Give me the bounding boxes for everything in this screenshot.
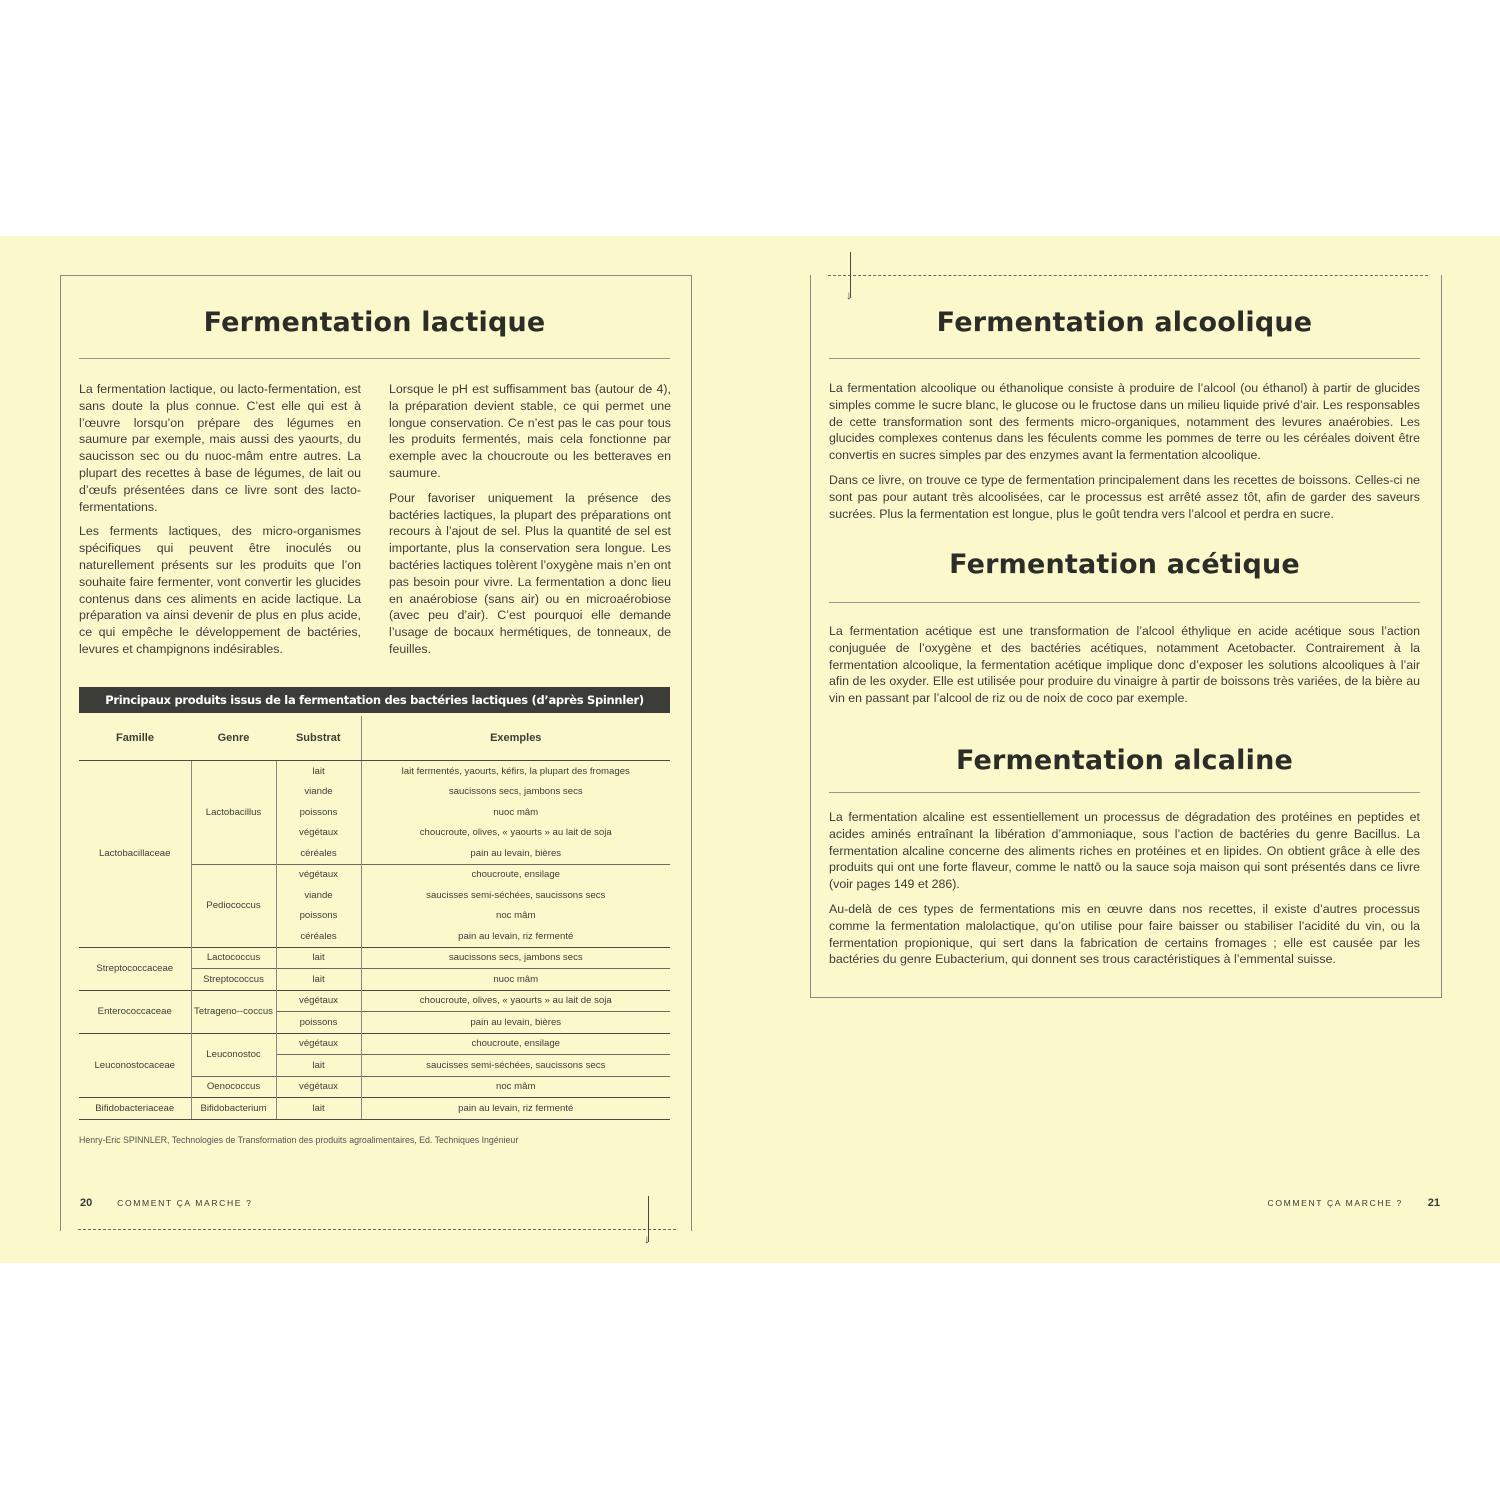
exemples-cell: pain au levain, riz fermenté [361,926,670,947]
exemples-cell: noc mâm [361,906,670,927]
table-header-row [79,716,670,761]
title-rule [79,358,670,359]
family-cell: Lactobacillaceae [99,848,171,860]
section-title: Fermentation alcaline [955,745,1294,776]
column-header: Substrat [276,716,361,761]
paragraph: Au-delà de ces types de fermentations mis en œuvre dans nos recettes, il existe d’autres processus comme la fermentation malolactique, qu’on utilise pour faire baisser ou stabiliser l’acidité du vin, ou la fermentation propionique, qui sert dans la fabrication de certains fromages ; elle est causée par les bactéries du genre Eubacterium, qui donnent ses trous caractéristiques à l’emmental suisse. [829,901,1420,967]
dashed-top-rule [828,275,1428,276]
exemples-cell: pain au levain, bières [361,843,670,864]
exemples-cell: nuoc mâm [361,969,670,991]
family-cell: Enterococcaceae [79,990,191,1033]
table-row [79,947,670,969]
exemples-cell: choucroute, ensilage [361,864,670,885]
section-title: Fermentation acétique [949,549,1300,580]
paragraph: Dans ce livre, on trouve ce type de fermentation principalement dans les recettes de boissons. Celles-ci ne sont pas pour autant très alcoolisées, car le processus est arrêté assez tôt, afin de garder des saveurs sucrées. Plus la fermentation est longue, plus le goût tendra vers l’alcool et perdra en sucre. [829,472,1420,521]
table-source: Henry-Eric SPINNLER, Technologies de Transformation des produits agroalimentaires, Ed. Techniques Ingénieur [79,1135,519,1145]
column-header: Exemples [361,716,670,761]
substrat-cell: végétaux [276,864,361,885]
exemples-cell: choucroute, ensilage [361,1033,670,1055]
family-cell: Leuconostocaceae [79,1033,191,1098]
text-column-2 [389,381,671,666]
right-footer [1268,1197,1440,1209]
section-text [829,623,1420,715]
title-rule [829,792,1420,793]
paragraph: Lorsque le pH est suffisamment bas (autour de 4), la préparation devient stable, ce qui permet une longue conservation. Ce n’est pas le cas pour tous les produits fermentés, mais cela fonctionne par exemple avec la choucroute ou les betteraves en saumure. [389,382,671,480]
text-column-1 [79,381,361,666]
exemples-cell: nuoc mâm [361,802,670,823]
paragraph: La fermentation lactique, ou lacto-fermentation, est sans doute la plus connue. C’est elle qui est à l’œuvre lorsqu’on prépare des légumes en saumure par exemple, mais aussi des yaourts, du saucisson sec ou du nuoc-mâm entre autres. La plupart des recettes à base de légumes, de lait ou d’œufs présentées dans ce livre sont des lacto-fermentations. [79,382,361,514]
exemples-cell: choucroute, olives, « yaourts » au lait de soja [361,823,670,844]
substrat-cell: lait [276,761,361,782]
substrat-cell: poissons [276,1012,361,1034]
title-rule [829,602,1420,603]
page-number: 21 [1427,1197,1440,1209]
exemples-cell: lait fermentés, yaourts, kéfirs, la plupart des fromages [361,761,670,782]
substrat-cell: viande [276,885,361,906]
section-text [829,380,1420,530]
exemples-cell: pain au levain, bières [361,1012,670,1034]
exemples-cell: saucissons secs, jambons secs [361,782,670,803]
genre-cell: Bifidobacterium [191,1098,276,1120]
page-title: Fermentation lactique [203,307,546,338]
genre-cell: Lactococcus [191,947,276,969]
exemples-cell: saucissons secs, jambons secs [361,947,670,969]
page-number: 20 [80,1197,93,1209]
substrat-cell: végétaux [276,990,361,1012]
exemples-cell: saucisses semi-séchées, saucissons secs [361,885,670,906]
genre-cell: Leuconostoc [191,1033,276,1076]
running-head: COMMENT ÇA MARCHE ? [1267,1198,1403,1208]
down-arrow-icon: ↓ [846,252,856,300]
exemples-cell: saucisses semi-séchées, saucissons secs [361,1055,670,1077]
down-arrow-icon: ↓ [644,1196,654,1244]
substrat-cell: lait [276,947,361,969]
substrat-cell: végétaux [276,823,361,844]
column-header: Famille [79,716,191,761]
section-title: Fermentation alcoolique [936,307,1313,338]
substrat-cell: végétaux [276,1076,361,1098]
substrat-cell: végétaux [276,1033,361,1055]
fermentation-table [79,716,670,1120]
table-caption: Principaux produits issus de la fermentation des bactéries lactiques (d’après Spinnler) [79,687,670,713]
substrat-cell: lait [276,1098,361,1120]
table-row [79,990,670,1012]
substrat-cell: céréales [276,926,361,947]
family-cell: Streptococcaceae [79,947,191,990]
substrat-cell: poissons [276,906,361,927]
paragraph: La fermentation alcoolique ou éthanolique consiste à produire de l’alcool (ou éthanol) à partir de glucides simples comme le sucre blanc, le glucose ou le fructose dans un milieu liquide privé d’air. Les responsables de cette transformation sont des ferments micro-organiques, notamment des levures anaérobies. Les glucides complexes contenus dans les féculents comme les pommes de terre ou les céréales doivent être convertis en sucres simples par des enzymes avant la fermentation alcoolique. [829,381,1420,463]
paragraph: Pour favoriser uniquement la présence des bactéries lactiques, la plupart des préparations ont recours à l’ajout de sel. Plus la quantité de sel est importante, plus la conservation sera longue. Les bactéries lactiques tolèrent l’oxygène mais n’en ont pas besoin pour vivre. La fermentation a donc lieu en anaérobiose (sans air) ou en microaérobiose (avec peu d’air). C’est pourquoi elle demande l’usage de bocaux hermétiques, de tonneaux, de feuilles. [389,490,671,656]
paragraph: Les ferments lactiques, des micro-organismes spécifiques qui peuvent être inoculés ou naturellement présents sur les produits que l’on souhaite faire fermenter, vont convertir les glucides contenus dans ces aliments en acide lactique. La préparation va ainsi devenir de plus en plus acide, ce qui empêche le développement de bactéries, levures et champignons indésirables. [79,524,361,656]
genre-cell: Tetrageno--coccus [191,990,276,1033]
running-head: COMMENT ÇA MARCHE ? [117,1198,253,1208]
paragraph: La fermentation alcaline est essentiellement un processus de dégradation des protéines en peptides et acides aminés entraînant la libération d’ammoniaque, sous l’action de bactéries du genre Bacillus. La fermentation alcaline concerne des aliments riches en protéines et en lipides. On obtient grâce à elle des produits qui ont une forte flaveur, comme le nattō ou la sauce soja maison qui sont présentés dans ce livre (voir pages 149 et 286). [829,810,1420,892]
genre-cell: Streptococcus [191,969,276,991]
column-header: Genre [191,716,276,761]
exemples-cell: noc mâm [361,1076,670,1098]
genre-cell: Oenococcus [191,1076,276,1098]
left-footer [80,1197,252,1209]
paragraph: La fermentation acétique est une transformation de l’alcool éthylique en acide acétique sous l’action conjuguée de l’oxygène et des bactéries acétiques, notamment Acetobacter. Contrairement à la fermentation alcoolique, la fermentation acétique implique donc d’exposer les solutions alcooliques à l’air afin de les oxyder. Elle est utilisée pour produire du vinaigre à partir de boissons très variées, de la bière au vin en passant par l’alcool de riz ou de noix de coco par exemple. [829,624,1420,706]
exemples-cell: choucroute, olives, « yaourts » au lait de soja [361,990,670,1012]
family-cell: Bifidobacteriaceae [79,1098,191,1120]
dashed-bottom-rule [78,1229,676,1230]
substrat-cell: lait [276,1055,361,1077]
substrat-cell: lait [276,969,361,991]
title-rule [829,358,1420,359]
substrat-cell: poissons [276,802,361,823]
genre-cell: Lactobacillus [191,761,276,865]
section-text [829,809,1420,976]
table-row [79,1098,670,1120]
table-row [79,761,670,782]
genre-cell: Pediococcus [191,864,276,947]
exemples-cell: pain au levain, riz fermenté [361,1098,670,1120]
substrat-cell: viande [276,782,361,803]
substrat-cell: céréales [276,843,361,864]
table-row [79,1033,670,1055]
